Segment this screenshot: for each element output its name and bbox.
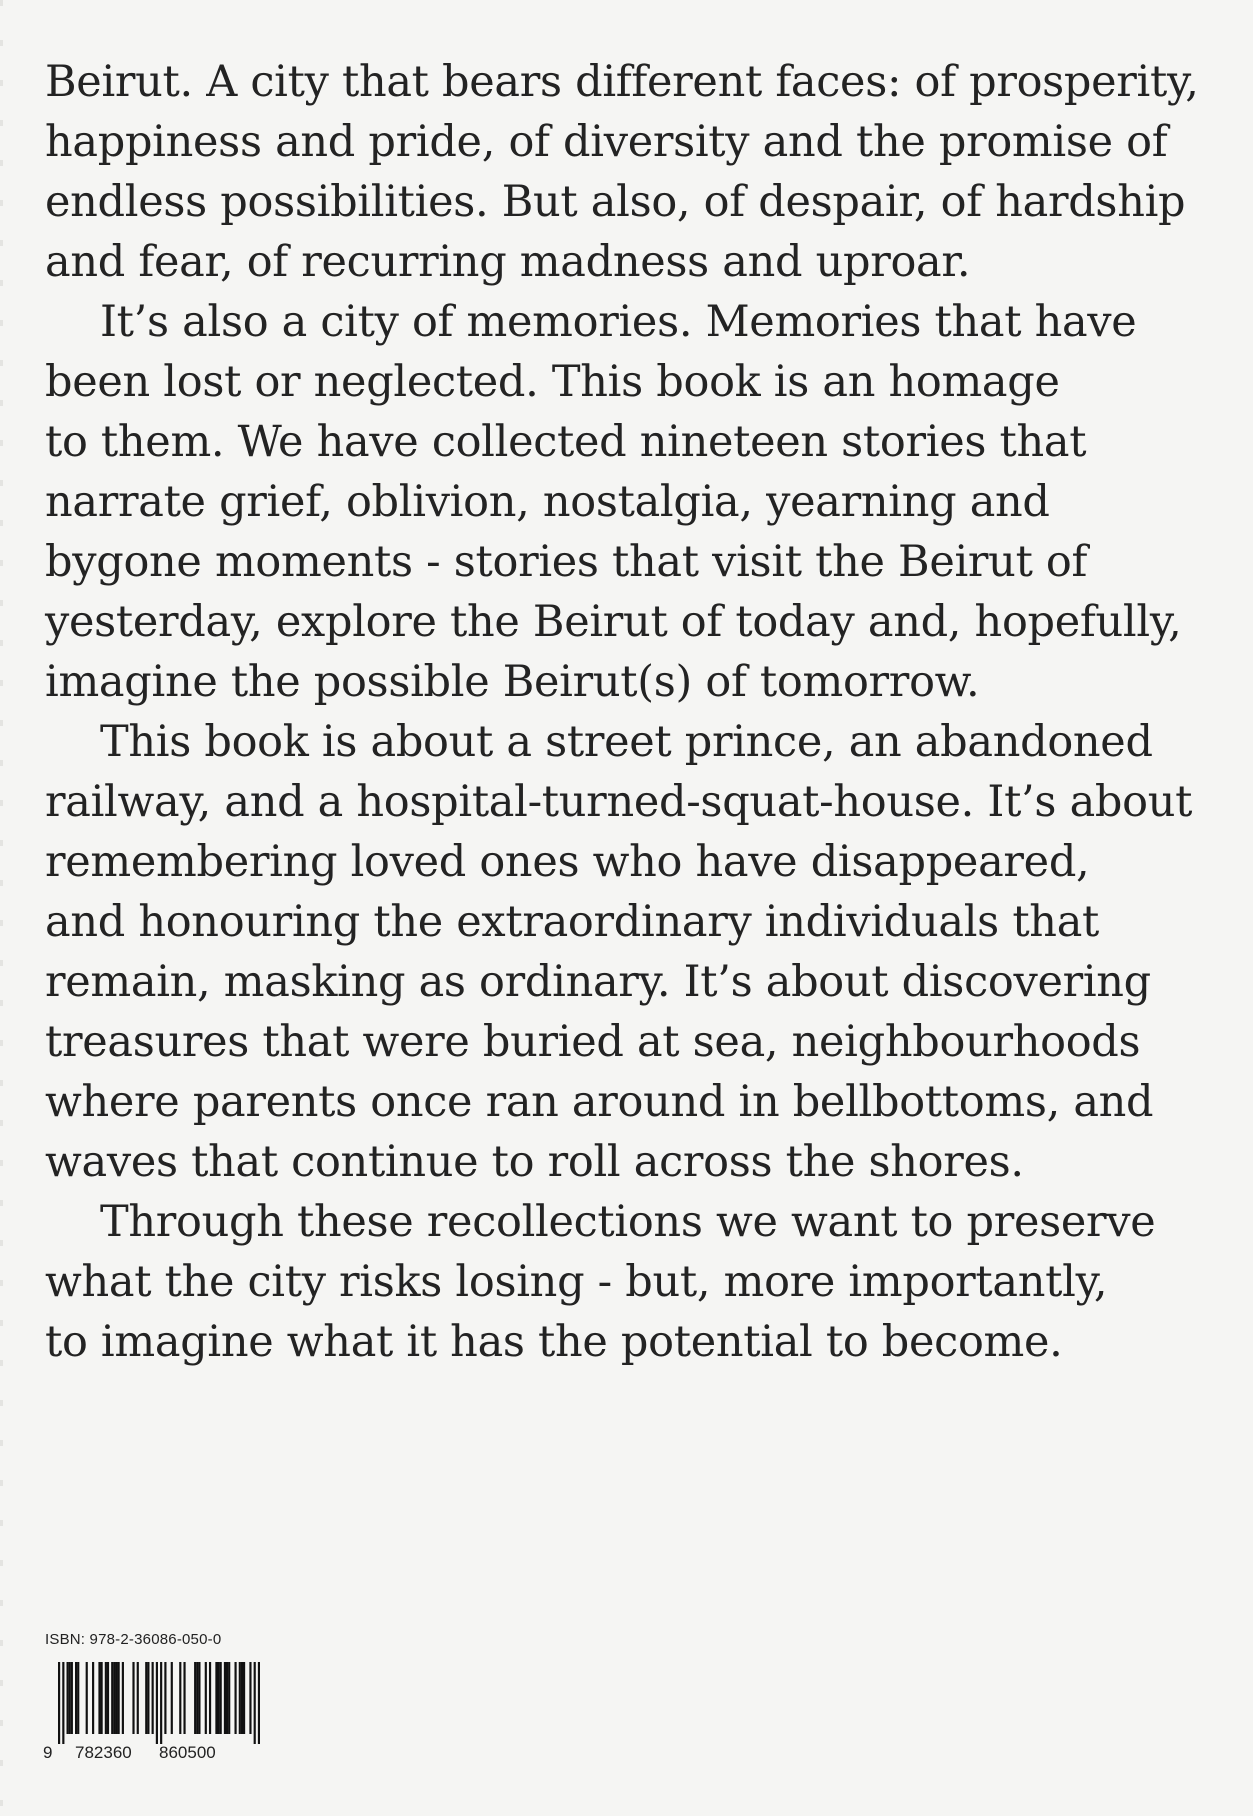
text-line: endless possibilities. But also, of despair, of hardship [45, 177, 1186, 227]
barcode-bar [226, 1662, 228, 1734]
text-line: where parents once ran around in bellbottoms, and [45, 1077, 1154, 1127]
barcode-bar [115, 1662, 117, 1734]
barcode-bar [92, 1662, 94, 1734]
barcode [58, 1662, 260, 1744]
barcode-bar [249, 1662, 251, 1734]
paragraph-4 [45, 1192, 1185, 1372]
barcode-digits-right: 860500 [159, 1743, 216, 1762]
barcode-bar [118, 1662, 120, 1734]
barcode-bar [220, 1662, 222, 1734]
isbn-label: ISBN: 978-2-36086-050-0 [45, 1631, 222, 1648]
barcode-bar [98, 1662, 100, 1734]
barcode-bar [58, 1662, 60, 1744]
barcode-bar [196, 1662, 198, 1734]
text-line: waves that continue to roll across the shores. [45, 1137, 1024, 1187]
barcode-bar [62, 1662, 64, 1744]
barcode-bar [107, 1662, 109, 1734]
barcode-bar [77, 1662, 79, 1734]
barcode-bar [152, 1662, 154, 1734]
barcode-bar [241, 1662, 243, 1734]
text-line: Through these recollections we want to preserve [100, 1197, 1156, 1247]
barcode-bar [101, 1662, 103, 1734]
barcode-bar [113, 1662, 115, 1734]
barcode-bar [239, 1662, 241, 1734]
barcode-bar [258, 1662, 260, 1744]
barcode-bar [160, 1662, 162, 1744]
text-line: been lost or neglected. This book is an homage [45, 357, 1060, 407]
barcode-bar [164, 1662, 166, 1734]
text-line: narrate grief, oblivion, nostalgia, yearning and [45, 477, 1050, 527]
barcode-digits-left: 782360 [75, 1743, 132, 1762]
barcode-digit-lead: 9 [43, 1743, 53, 1762]
barcode-bar [254, 1662, 256, 1744]
text-line: bygone moments - stories that visit the Beirut of [45, 537, 1088, 587]
barcode-bar [215, 1662, 217, 1734]
barcode-bar [209, 1662, 211, 1734]
barcode-bar [183, 1662, 185, 1734]
barcode-bar [198, 1662, 200, 1734]
barcode-bar [194, 1662, 196, 1734]
barcode-bar [71, 1662, 73, 1734]
text-line: what the city risks losing - but, more importantly, [45, 1257, 1108, 1307]
text-line: railway, and a hospital-turned-squat-house. It’s about [45, 777, 1193, 827]
barcode-bar [86, 1662, 88, 1734]
barcode-bar [132, 1662, 134, 1734]
text-line: remembering loved ones who have disappeared, [45, 837, 1090, 887]
barcode-bar [75, 1662, 77, 1734]
barcode-bar [224, 1662, 226, 1734]
text-line: to them. We have collected nineteen stories that [45, 417, 1087, 467]
text-line: remain, masking as ordinary. It’s about discovering [45, 957, 1151, 1007]
barcode-bar [147, 1662, 149, 1734]
text-line: to imagine what it has the potential to become. [45, 1317, 1063, 1367]
barcode-bar [69, 1662, 71, 1734]
paragraph-3 [45, 712, 1193, 1192]
text-line: and fear, of recurring madness and uproar. [45, 237, 971, 287]
paragraph-1 [45, 52, 1199, 292]
blurb-text [45, 52, 1199, 1372]
barcode-bar [243, 1662, 245, 1734]
text-line: yesterday, explore the Beirut of today and, hopefully, [45, 597, 1182, 647]
barcode-bar [234, 1662, 236, 1734]
barcode-bar [205, 1662, 207, 1734]
barcode-bar [171, 1662, 173, 1734]
barcode-bar [217, 1662, 219, 1734]
barcode-bar [105, 1662, 107, 1734]
text-line: Beirut. A city that bears different faces: of prosperity, [45, 57, 1199, 107]
text-line: This book is about a street prince, an abandoned [100, 717, 1153, 767]
barcode-bar [179, 1662, 181, 1734]
paragraph-2 [45, 292, 1185, 712]
barcode-bar [228, 1662, 230, 1734]
barcode-bar [67, 1662, 69, 1734]
text-line: It’s also a city of memories. Memories that have [100, 297, 1137, 347]
text-line: and honouring the extraordinary individuals that [45, 897, 1100, 947]
barcode-bar [156, 1662, 158, 1744]
barcode-bar [137, 1662, 139, 1734]
text-line: happiness and pride, of diversity and the promise of [45, 117, 1168, 167]
barcode-bar [111, 1662, 113, 1734]
barcode-bar [145, 1662, 147, 1734]
page-edge [0, 0, 3, 1816]
text-line: treasures that were buried at sea, neighbourhoods [45, 1017, 1141, 1067]
text-line: imagine the possible Beirut(s) of tomorrow. [45, 657, 980, 707]
barcode-bar [122, 1662, 124, 1734]
